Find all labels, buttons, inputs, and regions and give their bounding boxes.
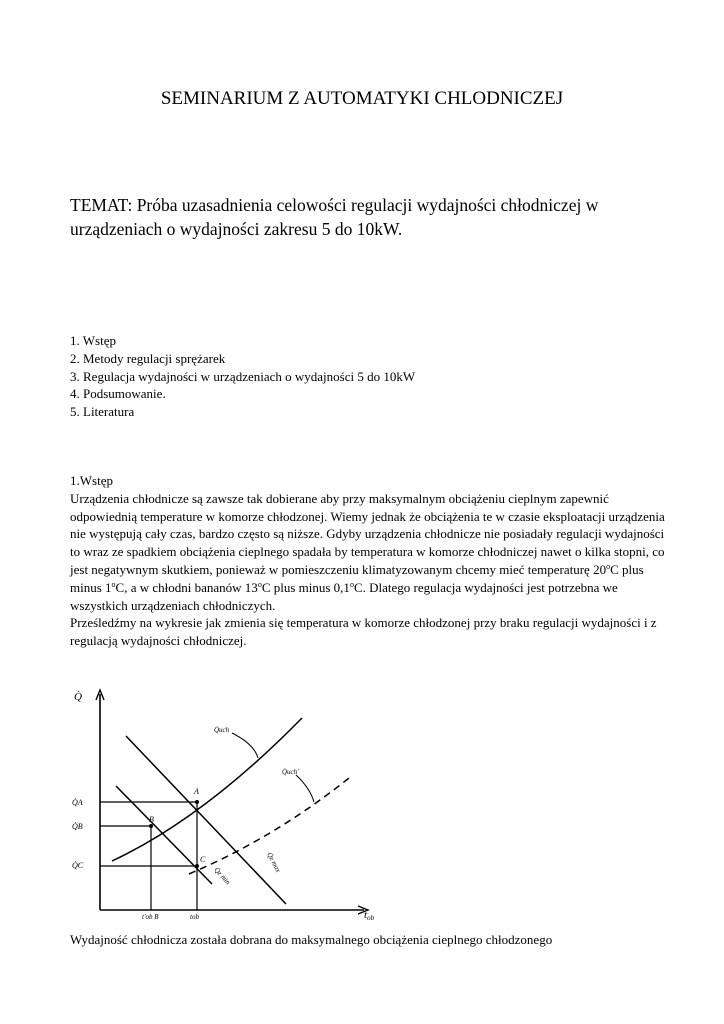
toc-item: 3. Regulacja wydajności w urządzeniach o wydajności 5 do 10kW xyxy=(70,368,416,384)
figure-caption: Wydajność chłodnicza została dobrana do maksymalnego obciążenia cieplnego chłodzonego xyxy=(70,932,553,947)
y-tick-qc: Q̇C xyxy=(72,861,84,870)
point-c xyxy=(195,864,199,868)
label-point-b: B xyxy=(149,815,154,824)
label-point-c: C xyxy=(200,855,206,864)
y-tick-qa: Q̇A xyxy=(72,798,83,807)
label-curve-uch-prime: Q̇uch' xyxy=(282,768,299,776)
label-z-min: Q̇z min xyxy=(212,865,232,887)
label-point-a: A xyxy=(194,787,199,796)
toc-item: 1. Wstęp xyxy=(70,333,116,348)
x-tick-tob-b: t'ob B xyxy=(142,913,159,921)
x-tick-tob: tob xyxy=(190,913,199,921)
toc-item: 2. Metody regulacji sprężarek xyxy=(70,350,226,366)
paragraph xyxy=(70,490,670,615)
point-b xyxy=(149,824,153,828)
document-title: SEMINARIUM Z AUTOMATYKI CHLODNICZEJ xyxy=(160,88,564,109)
degree-sup: o xyxy=(349,579,354,589)
text-run: Urządzenia chłodnicze są zawsze tak dobierane aby przy maksymalnym obciążeniu cieplnym zapewnić odpowiednią temperature w komorze chłodzonej. Wiemy jednak że obciążenia te w czasie eksploatacji urządzenia nie występują cały czas, bardzo często są niższe. Gdyby urządzenia chłodnicze nie posiadały regulacji wydajności to wraz ze spadkiem obciążenia cieplnego spadała by temperatura w komorze chłodniczej nawet o kilka stopni, co jest negatywnym skutkiem, ponieważ w pomieszczeniu klimatyzowanym chcemy mieć temperaturę 20 xyxy=(70,490,665,577)
text-run: C, a w chłodni bananów 13 xyxy=(115,579,258,595)
table-of-contents xyxy=(70,332,415,421)
capacity-diagram xyxy=(64,678,394,922)
y-tick-qb: Q̇B xyxy=(72,822,83,831)
section-heading: 1.Wstęp xyxy=(70,473,113,488)
degree-sup: o xyxy=(257,579,262,589)
label-curve-uch: Q̇uch xyxy=(214,726,230,734)
point-a xyxy=(195,800,199,804)
text-run: C. Dlatego regulacja wydajności jest potrzebna we wszystkich urządzeniach chłodniczych. xyxy=(70,579,618,613)
degree-sup: o xyxy=(606,561,611,571)
text-run: C plus minus 0,1 xyxy=(261,579,350,595)
leader-uch-prime xyxy=(296,775,314,802)
y-axis-label: Q̇ xyxy=(74,691,82,703)
toc-item: 5. Literatura xyxy=(70,404,135,420)
degree-sup: o xyxy=(111,579,116,589)
leader-uch xyxy=(232,733,258,758)
introduction-section xyxy=(70,472,670,650)
topic-statement: TEMAT: Próba uzasadnienia celowości regulacji wydajności chłodniczej w urządzeniach o wydajności zakresu 5 do 10kW. xyxy=(70,195,599,239)
paragraph: Prześledźmy na wykresie jak zmienia się temperatura w komorze chłodzonej przy braku regulacji wydajności i z regulacją wydajności chłodniczej. xyxy=(70,615,657,649)
curve-uch xyxy=(112,718,302,861)
x-axis-label: tob xyxy=(364,909,375,922)
label-z-max: Q̇z max xyxy=(265,851,283,874)
diagram-svg xyxy=(64,678,394,922)
text-run: C plus minus 1 xyxy=(70,561,644,595)
toc-item: 4. Podsumowanie. xyxy=(70,386,166,402)
